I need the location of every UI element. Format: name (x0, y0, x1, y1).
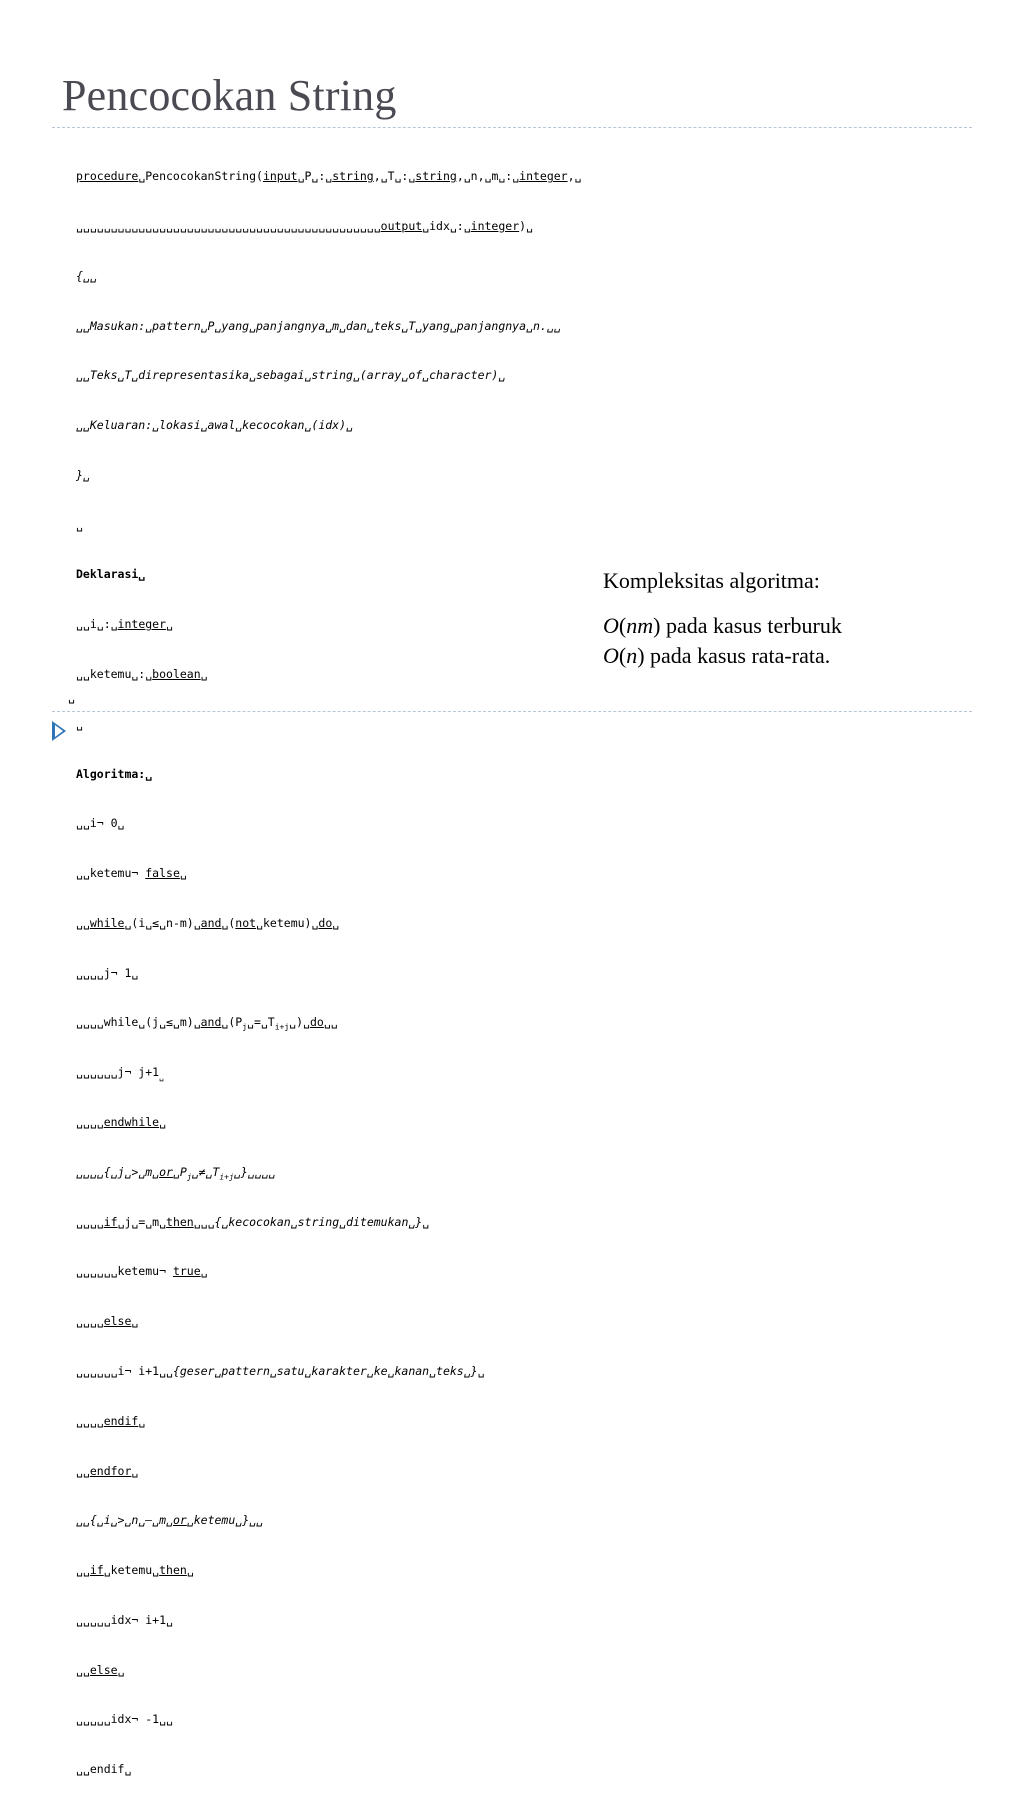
code-token: ␣ (200, 667, 208, 681)
code-token: ␣)␣ (289, 1015, 310, 1030)
code-token: ␣␣␣␣while␣(j␣≤␣m)␣ (76, 1015, 201, 1030)
code-token: ␣ (131, 1463, 139, 1478)
code-token: {␣j␣>␣m␣ (103, 1164, 160, 1179)
code-token: true (172, 1264, 201, 1279)
complexity-var: n (626, 643, 638, 668)
code-token: ␣P␣:␣ (297, 169, 333, 184)
code-token: input (262, 169, 298, 184)
complexity-text: pada kasus rata-rata. (644, 643, 831, 668)
code-token: then (166, 1214, 194, 1229)
code-line (76, 1512, 581, 1529)
complexity-heading: Kompleksitas algoritma: (603, 568, 820, 593)
code-token: ␣␣ (76, 1662, 90, 1677)
code-subscript: j (186, 1172, 192, 1182)
code-token: string (332, 169, 374, 184)
slide-triangle-icon (52, 721, 66, 741)
code-line (76, 218, 581, 235)
code-subscript: ␣ (159, 1072, 164, 1082)
code-subscript: i+j (274, 1022, 290, 1032)
code-token: ␣␣␣␣␣␣i¬ i+1␣␣ (76, 1363, 173, 1378)
code-line: {␣␣ (76, 268, 97, 283)
code-token: ␣ (332, 915, 340, 930)
code-token: endif (103, 1413, 139, 1428)
code-token: ␣ (159, 1115, 167, 1130)
code-token: ,␣T␣:␣ (373, 169, 416, 184)
code-token: ␣␣␣ (193, 1214, 215, 1229)
code-token: ␣␣␣␣␣␣j¬ j+1 (76, 1065, 160, 1080)
code-line: ␣␣Keluaran:␣lokasi␣awal␣kecocokan␣(idx)␣ (76, 418, 353, 433)
code-line (76, 1263, 581, 1280)
code-token: ␣␣ketemu¬ (76, 866, 146, 881)
code-token: integer (470, 218, 520, 233)
code-line (76, 865, 581, 882)
code-token: {␣i␣>␣n␣–␣m␣ (89, 1513, 173, 1528)
complexity-text: pada kasus terburuk (660, 613, 842, 638)
code-token: ␣ketemu␣} (186, 1513, 250, 1528)
code-line (76, 168, 581, 185)
code-token: if (89, 1563, 104, 1578)
paren: ) (653, 613, 661, 638)
code-line: ␣␣␣␣␣idx¬ -1␣␣ (76, 1712, 173, 1727)
code-token: ␣␣ketemu␣:␣ (76, 667, 153, 681)
code-line (76, 1214, 581, 1231)
code-token: ␣␣ (323, 1015, 338, 1030)
code-comment: {geser␣pattern␣satu␣karakter␣ke␣kanan␣teks␣} (172, 1363, 478, 1378)
code-token: procedure (76, 169, 139, 184)
code-token: ␣␣ (76, 1463, 90, 1478)
code-token: ␣ (186, 1563, 194, 1578)
code-token: ␣ (422, 1214, 430, 1229)
complexity-var: nm (626, 613, 654, 638)
code-token: and (200, 915, 222, 930)
code-token: ␣␣ (76, 1513, 90, 1528)
code-token: ␣}␣␣␣␣ (233, 1164, 276, 1179)
code-line (76, 666, 581, 683)
code-token: false (145, 866, 180, 881)
code-token: ␣( (221, 915, 236, 930)
code-token: ␣ (477, 1363, 485, 1378)
code-line: Deklarasi␣ (76, 567, 146, 582)
code-token: ␣␣i␣:␣ (76, 617, 118, 632)
pseudocode-block (76, 135, 581, 1794)
code-token: ␣j␣=␣m␣ (117, 1214, 167, 1229)
code-token: ␣ketemu)␣ (256, 915, 319, 930)
paren: ) (637, 643, 645, 668)
code-token: ␣idx␣:␣ (422, 218, 471, 233)
code-token: ␣ (166, 617, 173, 632)
code-line (76, 1363, 581, 1380)
code-token: and (200, 1015, 222, 1030)
code-token: ␣≠␣T (191, 1164, 220, 1179)
big-o: O (603, 613, 619, 638)
code-token: if (103, 1214, 118, 1229)
code-token: ␣ketemu␣ (103, 1563, 160, 1578)
paren: ( (618, 643, 627, 668)
code-comment: {␣kecocokan␣string␣ditemukan␣} (214, 1214, 423, 1229)
code-token: ,␣n,␣m␣:␣ (456, 169, 520, 184)
code-line (76, 1413, 581, 1430)
code-token: or (172, 1513, 187, 1528)
code-line (76, 915, 581, 932)
code-subscript: j (242, 1022, 248, 1032)
code-token: ␣␣ (76, 1563, 90, 1578)
code-token: ␣␣␣␣ (76, 1413, 104, 1428)
code-token: ␣(P (221, 1015, 243, 1030)
code-token: ␣ (179, 866, 187, 881)
code-token: ,␣ (567, 169, 582, 184)
code-token: ␣␣␣␣ (76, 1164, 104, 1179)
code-token: output (380, 218, 423, 233)
complexity-worst (603, 611, 842, 641)
code-token: ␣=␣T (247, 1015, 275, 1030)
code-token: ␣ (200, 1264, 208, 1279)
code-line: ␣ (76, 517, 83, 532)
code-token: ␣ (117, 1662, 125, 1677)
code-line (76, 1662, 581, 1679)
code-token: ␣␣␣␣␣␣ketemu¬ (76, 1264, 173, 1279)
code-line: ␣␣␣␣␣idx¬ i+1␣ (76, 1612, 173, 1627)
bottom-divider (52, 711, 972, 712)
code-token: ␣␣␣␣ (76, 1214, 104, 1229)
code-token: ␣␣␣␣␣␣␣␣␣␣␣␣␣␣␣␣␣␣␣␣␣␣␣␣␣␣␣␣␣␣␣␣␣␣␣␣␣␣␣␣␣␣␣␣ (76, 218, 381, 233)
code-token: endfor (89, 1463, 132, 1478)
code-subscript: i+j (219, 1172, 234, 1182)
code-line: Algoritma:␣ (76, 766, 153, 781)
code-line: }␣ (76, 467, 90, 482)
top-divider (52, 127, 972, 128)
code-line: ␣␣endif␣ (76, 1762, 132, 1777)
code-token: ␣P (172, 1164, 187, 1179)
code-token: else (89, 1662, 118, 1677)
code-line: ␣␣Teks␣T␣direpresentasika␣sebagai␣string␣(array␣of␣character)␣ (76, 368, 506, 383)
code-line: ␣␣␣␣j¬ 1␣ (76, 965, 139, 980)
code-token: ␣␣ (76, 915, 90, 930)
code-line (76, 1164, 581, 1181)
code-token: ␣␣␣␣ (76, 1115, 104, 1130)
code-token: ␣ (138, 1413, 146, 1428)
code-token: do (309, 1015, 324, 1030)
code-token: boolean (152, 667, 201, 681)
code-line (76, 616, 581, 633)
big-o: O (603, 643, 619, 668)
code-token: string (415, 169, 457, 184)
code-token: not (235, 915, 257, 930)
code-token: or (159, 1164, 173, 1179)
code-token: else (103, 1314, 132, 1329)
code-token: ␣␣␣␣ (76, 1314, 104, 1329)
code-line (76, 1014, 581, 1031)
code-token: ␣ (131, 1314, 139, 1329)
code-token: ␣(i␣≤␣n-m)␣ (124, 915, 201, 930)
spacer (603, 596, 842, 611)
code-line: ␣␣Masukan:␣pattern␣P␣yang␣panjangnya␣m␣dan␣teks␣T␣yang␣panjangnya␣n.␣␣ (76, 318, 561, 333)
code-line (76, 1313, 581, 1330)
complexity-box (603, 566, 842, 671)
code-token: while (89, 915, 125, 930)
code-line: ␣ (76, 716, 83, 731)
code-token: then (159, 1563, 187, 1578)
code-token: )␣ (519, 218, 533, 233)
code-line: ␣␣i¬ 0␣ (76, 816, 125, 831)
complexity-average (603, 641, 842, 671)
slide-title: Pencocokan String (62, 71, 397, 120)
code-end-mark: ␣ (68, 690, 75, 704)
code-line (76, 1064, 581, 1081)
code-line (76, 1114, 581, 1131)
code-token: do (318, 915, 333, 930)
code-token: ␣PencocokanString( (138, 169, 263, 184)
code-line (76, 1463, 581, 1480)
code-line (76, 1562, 581, 1579)
code-token: ␣␣ (249, 1513, 263, 1528)
code-token: integer (519, 169, 568, 184)
code-token: integer (117, 617, 167, 632)
paren: ( (618, 613, 627, 638)
code-token: endwhile (103, 1115, 160, 1130)
